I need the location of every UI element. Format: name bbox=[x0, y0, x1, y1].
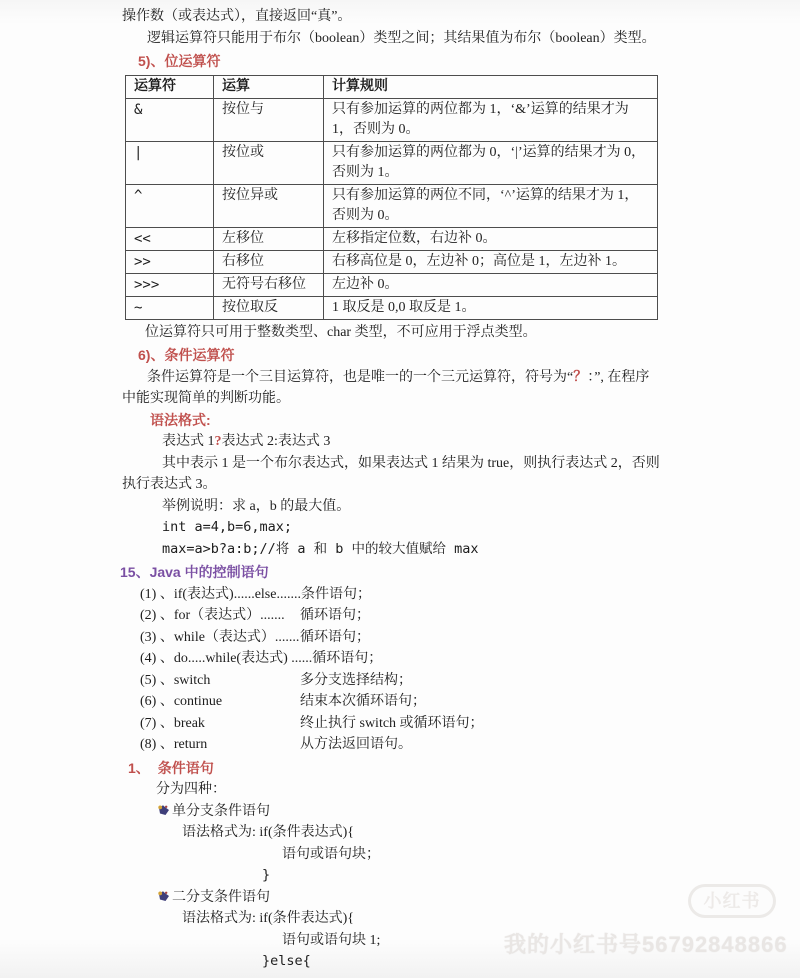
control-list-item-2 bbox=[140, 605, 772, 627]
table-row bbox=[126, 141, 658, 184]
expression-text: 表达式 2:表达式 3 bbox=[221, 434, 331, 449]
expression-text: 表达式 1 bbox=[162, 434, 215, 449]
question-mark-symbol: ？ bbox=[573, 369, 588, 385]
table-cell-operator: ^ bbox=[126, 184, 214, 227]
table-cell-operation: 按位取反 bbox=[214, 296, 324, 319]
control-list-item-8 bbox=[140, 734, 772, 756]
table-cell-operator: | bbox=[126, 141, 214, 184]
control-item-desc: 从方法返回语句。 bbox=[300, 737, 412, 752]
section15-heading: 15、Java 中的控制语句 bbox=[120, 564, 269, 580]
table-cell-operator: << bbox=[126, 227, 214, 250]
table-cell-rule: 只有参加运算的两位都为 1，‘&’运算的结果才为 1，否则为 0。 bbox=[324, 98, 658, 141]
paragraph-text: 条件运算符是一个三目运算符，也是唯一的一个三元运算符，符号为“ bbox=[147, 369, 574, 385]
paragraph-text: ：”, 在程序 bbox=[587, 369, 650, 385]
control-item-desc: 循环语句； bbox=[300, 629, 370, 645]
control-list-item-1 bbox=[140, 584, 772, 606]
table-cell-operation: 无符号右移位 bbox=[214, 273, 324, 296]
explain-line1: 其中表示 1 是一个布尔表达式，如果表达式 1 结果为 true，则执行表达式 2，否则 bbox=[162, 455, 660, 471]
section6-heading: 6)、条件运算符 bbox=[138, 347, 235, 363]
table-cell-rule: 左边补 0。 bbox=[324, 273, 658, 296]
table-row bbox=[126, 296, 658, 319]
example-label: 举例说明：求 a，b 的最大值。 bbox=[162, 498, 351, 514]
intro-line-1: 操作数（或表达式），直接返回“真”。 bbox=[122, 9, 352, 24]
branch1-title: 单分支条件语句 bbox=[172, 803, 270, 819]
branch2-code-line3: }else{ bbox=[262, 953, 311, 969]
bitwise-operators-table bbox=[125, 75, 658, 320]
table-cell-operation: 按位异或 bbox=[214, 184, 324, 227]
control-list-item-5 bbox=[140, 670, 772, 692]
control-item-code: (6) 、continue bbox=[140, 694, 223, 709]
xiaohongshu-logo-badge: 小红书 bbox=[688, 884, 776, 918]
control-item-code: (4) 、do.....while(表达式) ...... bbox=[140, 651, 313, 666]
table-cell-operation: 左移位 bbox=[214, 227, 324, 250]
table-header-operator: 运算符 bbox=[126, 75, 214, 98]
table-row bbox=[126, 184, 658, 227]
control-item-code: (8) 、return bbox=[140, 737, 208, 752]
table-cell-rule: 右移高位是 0，左边补 0；高位是 1，左边补 1。 bbox=[324, 250, 658, 273]
control-item-desc: 结束本次循环语句； bbox=[300, 694, 426, 709]
code-line-2: max=a>b?a:b;//将 a 和 b 中的较大值赋给 max bbox=[162, 540, 479, 557]
section6-paragraph-line2: 中能实现简单的判断功能。 bbox=[122, 391, 290, 406]
table-cell-operator: ~ bbox=[126, 296, 214, 319]
table-cell-rule: 只有参加运算的两位不同，‘^’运算的结果才为 1，否则为 0。 bbox=[324, 184, 658, 227]
control-item-desc: 多分支选择结构； bbox=[300, 672, 412, 688]
watermark-account-text: 我的小红书号56792848866 bbox=[504, 932, 788, 957]
decorative-bullet-icon bbox=[157, 803, 170, 816]
table-cell-operation: 按位或 bbox=[214, 141, 324, 184]
conditional-intro: 分为四种： bbox=[156, 782, 226, 797]
control-item-desc: 循环语句； bbox=[312, 651, 383, 666]
branch1-code-line1: 语法格式为: if(条件表达式){ bbox=[182, 825, 354, 840]
control-item-desc: 条件语句； bbox=[300, 586, 371, 602]
table-row bbox=[126, 250, 658, 273]
control-list-item-4 bbox=[140, 648, 772, 670]
control-list-item-3 bbox=[140, 627, 772, 649]
table-cell-operator: >>> bbox=[126, 273, 214, 296]
branch2-code-line2: 语句或语句块 1; bbox=[282, 932, 381, 948]
branch2-title-line bbox=[157, 887, 772, 909]
table-row bbox=[126, 273, 658, 296]
table-header-rule: 计算规则 bbox=[324, 75, 658, 98]
conditional-statement-heading bbox=[128, 758, 772, 780]
explain-line2: 执行表达式 3。 bbox=[122, 477, 217, 492]
intro-line-2: 逻辑运算符只能用于布尔（boolean）类型之间；其结果值为布尔（boolean）类型。 bbox=[147, 30, 656, 46]
control-list-item-6 bbox=[140, 691, 772, 713]
table-header-row bbox=[126, 75, 658, 98]
branch1-code-line3: } bbox=[262, 867, 271, 883]
section5-note: 位运算符只可用于整数类型、char 类型，不可应用于浮点类型。 bbox=[145, 324, 537, 340]
table-cell-operation: 右移位 bbox=[214, 250, 324, 273]
control-item-desc: 循环语句； bbox=[300, 608, 370, 623]
table-row bbox=[126, 98, 658, 141]
control-item-code: (1) 、if(表达式)......else....... bbox=[140, 586, 301, 602]
decorative-bullet-icon bbox=[157, 889, 170, 902]
heading-title: 条件语句 bbox=[157, 759, 214, 776]
branch2-code-line1: 语法格式为: if(条件表达式){ bbox=[182, 911, 354, 926]
control-list-item-7 bbox=[140, 713, 772, 735]
control-item-desc: 终止执行 switch 或循环语句； bbox=[300, 715, 484, 731]
table-row bbox=[126, 227, 658, 250]
table-cell-rule: 左移指定位数，右边补 0。 bbox=[324, 227, 658, 250]
branch1-title-line bbox=[157, 801, 772, 823]
question-mark-symbol: ? bbox=[214, 434, 222, 449]
table-header-operation: 运算 bbox=[214, 75, 324, 98]
control-item-code: (7) 、break bbox=[140, 715, 205, 731]
table-cell-rule: 1 取反是 0,0 取反是 1。 bbox=[324, 296, 658, 319]
section6-paragraph-line1 bbox=[147, 367, 772, 389]
branch1-code-line2: 语句或语句块； bbox=[282, 846, 380, 862]
code-line-1: int a=4,b=6,max; bbox=[162, 519, 293, 535]
table-cell-operator: >> bbox=[126, 250, 214, 273]
section5-heading: 5)、位运算符 bbox=[138, 53, 221, 69]
branch2-title: 二分支条件语句 bbox=[172, 889, 270, 905]
syntax-format-label: 语法格式: bbox=[150, 411, 211, 428]
heading-number: 1、 bbox=[128, 759, 150, 776]
control-item-code: (2) 、for（表达式）....... bbox=[140, 608, 285, 623]
ternary-expression-line bbox=[162, 431, 772, 453]
control-item-code: (5) 、switch bbox=[140, 672, 211, 688]
table-cell-rule: 只有参加运算的两位都为 0，‘|’运算的结果才为 0，否则为 1。 bbox=[324, 141, 658, 184]
table-cell-operation: 按位与 bbox=[214, 98, 324, 141]
control-item-code: (3) 、while（表达式）....... bbox=[140, 629, 300, 645]
table-cell-operator: & bbox=[126, 98, 214, 141]
